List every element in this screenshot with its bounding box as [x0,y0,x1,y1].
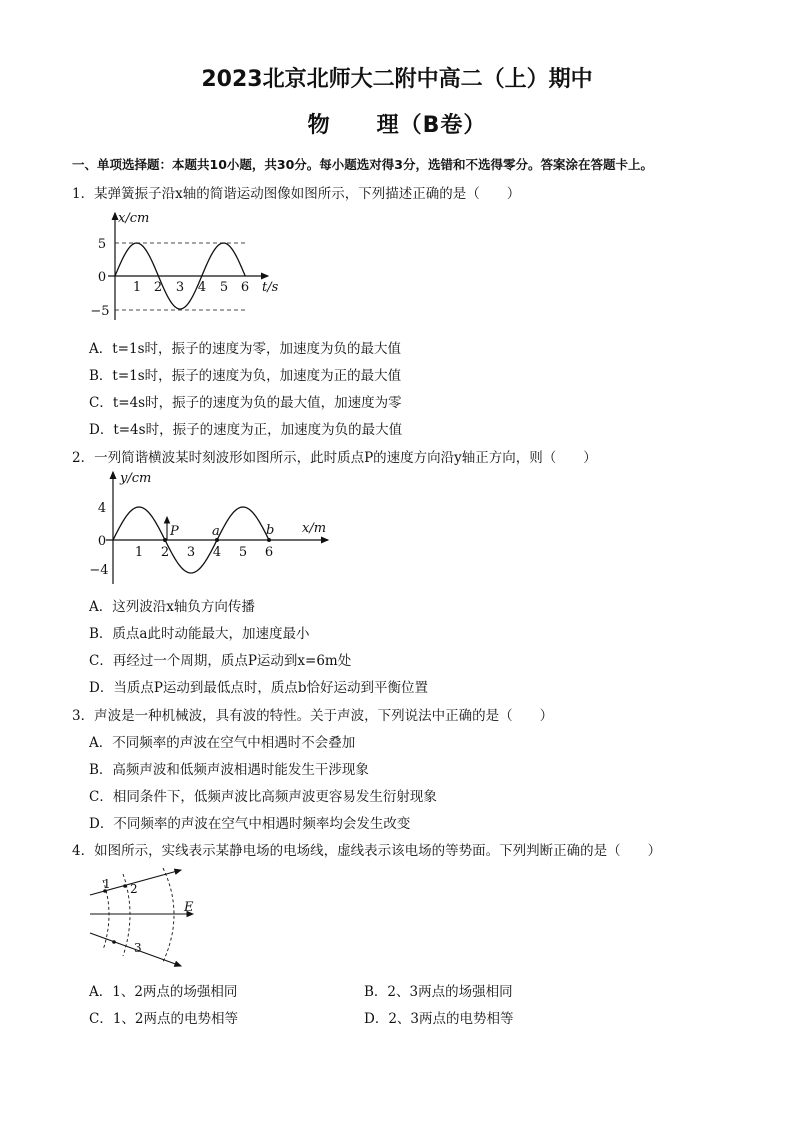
question-2-stem: 2．一列简谐横波某时刻波形如图所示，此时质点P的速度方向沿y轴正方向，则（ ） [72,450,597,466]
question-4-option-a: A．1、2两点的场强相同 [89,984,238,1000]
fig4-label-1: 1 [103,877,111,891]
page-title: 2023北京北师大二附中高二（上）期中 [201,67,593,92]
fig2-label-p: P [170,524,179,539]
fig1-xtick: 3 [175,280,185,295]
fig1-ytick: −5 [90,304,110,319]
section-heading: 一、单项选择题：本题共10小题，共30分。每小题选对得3分，选错和不选得零分。答案涂在答题卡上。 [72,157,653,172]
fig2-ytick: 4 [97,501,107,516]
fig1-ytick: 5 [97,237,107,252]
question-2-option-b: B．质点a此时动能最大，加速度最小 [89,626,310,642]
fig4-point-2 [123,884,127,888]
fig4-label-2: 2 [130,882,138,896]
fig2-xtick: 3 [186,545,196,560]
fig1-axis-x-label: t/s [262,280,279,295]
question-1-option-c: C．t=4s时，振子的速度为负的最大值，加速度为零 [89,395,402,411]
fig4-point-3 [112,940,116,944]
fig4-label-e: E [184,900,194,915]
fig2-point-b [267,538,271,542]
fig4-label-3: 3 [134,941,142,955]
question-2-option-a: A．这列波沿x轴负方向传播 [89,599,255,615]
question-4-option-c: C．1、2两点的电势相等 [89,1011,239,1027]
question-4-stem: 4．如图所示，实线表示某静电场的电场线，虚线表示该电场的等势面。下列判断正确的是（ ） [72,843,662,859]
question-2-option-d: D．当质点P运动到最低点时，质点b恰好运动到平衡位置 [89,680,429,696]
question-2-option-c: C．再经过一个周期，质点P运动到x=6m处 [89,653,352,669]
fig2-ytick: 0 [97,534,107,549]
figure-2-wave-graph [88,468,338,588]
fig1-xtick: 5 [219,280,229,295]
question-3-option-a: A．不同频率的声波在空气中相遇时不会叠加 [89,735,356,751]
fig4-equipotential-3 [163,868,174,962]
fig2-label-a: a [212,524,220,539]
fig2-point-p [163,538,167,542]
question-1-stem: 1．某弹簧振子沿x轴的简谐运动图像如图所示，下列描述正确的是（ ） [72,186,521,202]
question-3-option-c: C．相同条件下，低频声波比高频声波更容易发生衍射现象 [89,789,437,805]
question-4-option-b: B．2、3两点的场强相同 [364,984,513,1000]
fig2-label-b: b [266,523,275,538]
fig2-axis-x-label: x/m [302,521,327,536]
fig2-xtick: 2 [160,545,170,560]
fig2-xtick: 4 [212,545,222,560]
question-1-option-b: B．t=1s时，振子的速度为负，加速度为正的最大值 [89,368,402,384]
question-1-option-a: A．t=1s时，振子的速度为零，加速度为负的最大值 [89,341,402,357]
fig1-xtick: 1 [132,280,142,295]
fig1-xtick: 4 [197,280,207,295]
fig2-ytick: −4 [89,563,109,578]
fig1-axis-y-label: x/cm [118,211,150,226]
question-4-option-d: D．2、3两点的电势相等 [364,1011,514,1027]
question-3-option-d: D．不同频率的声波在空气中相遇时频率均会发生改变 [89,816,411,832]
figure-1-shm-graph [90,205,300,325]
fig2-xtick: 6 [264,545,274,560]
fig2-xtick: 1 [134,545,144,560]
question-3-option-b: B．高频声波和低频声波相遇时能发生干涉现象 [89,762,369,778]
question-1-option-d: D．t=4s时，振子的速度为正，加速度为负的最大值 [89,422,403,438]
figure-4-field-lines [85,862,215,977]
fig2-axis-y-label: y/cm [120,471,152,486]
page-subtitle: 物 理（B卷） [307,113,487,138]
fig1-xtick: 6 [240,280,250,295]
fig1-xtick: 2 [153,280,163,295]
fig2-xtick: 5 [238,545,248,560]
fig1-ytick: 0 [97,270,107,285]
question-3-stem: 3．声波是一种机械波，具有波的特性。关于声波，下列说法中正确的是（ ） [72,708,554,724]
